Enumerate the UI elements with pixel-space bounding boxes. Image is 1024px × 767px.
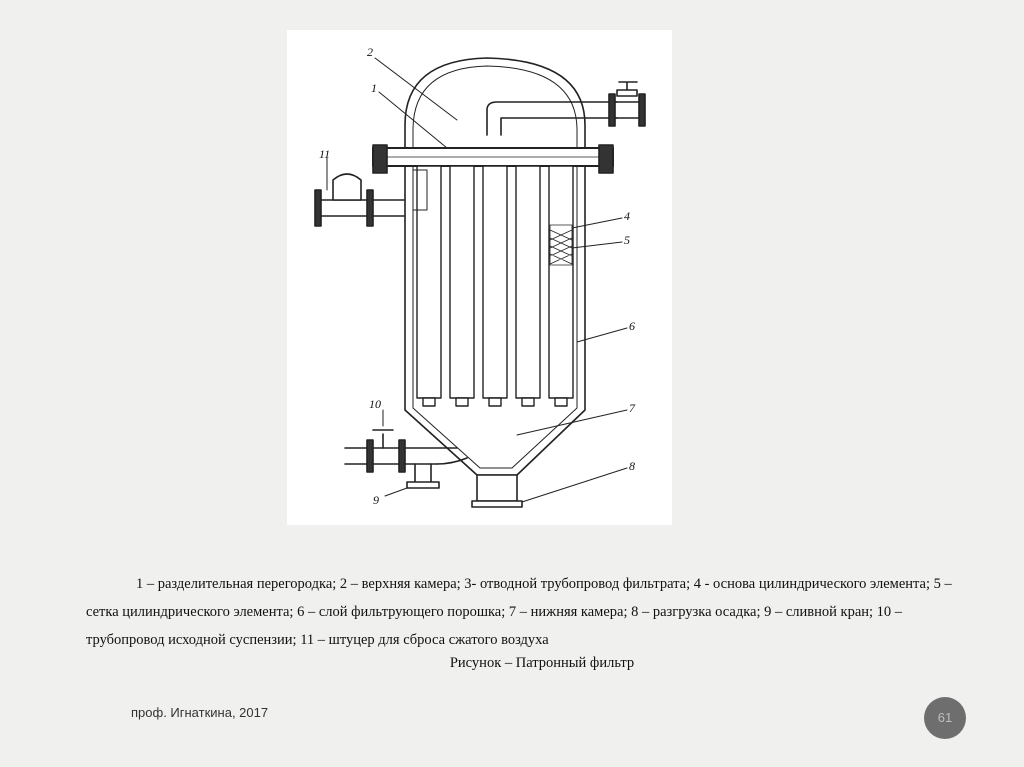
inlet-valve <box>373 430 393 448</box>
outlet-flange-2 <box>639 94 645 126</box>
leader-lines <box>327 58 627 502</box>
label-10: 10 <box>369 397 381 411</box>
label-9: 9 <box>373 493 379 507</box>
label-7: 7 <box>629 401 635 415</box>
page-number-badge: 61 <box>924 697 966 739</box>
drain-branch <box>415 464 431 482</box>
label-8: 8 <box>629 459 635 473</box>
figure-caption: 1 – разделительная перегородка; 2 – верхняя камера; 3- отводной трубопровод фильтрата; 4 - основа цилиндрического элемента; 5 – сетка цилиндрического элемента; 6 – слой фильтрующего порошка; 7 – нижняя камера; 8 – разгрузка осадка; 9 – сливной кран; 10 – трубопровод исходной суспензии; 11 – штуцер для сброса сжатого воздуха <box>86 576 952 648</box>
mesh-detail <box>550 225 572 265</box>
discharge-nozzle <box>477 475 517 501</box>
air-fitting-pipe <box>317 200 405 216</box>
outlet-flange <box>609 94 615 126</box>
outlet-valve <box>617 90 637 96</box>
figure-title: Рисунок – Патронный фильтр <box>449 655 635 671</box>
filtrate-outlet-pipe <box>487 102 617 135</box>
label-4: 4 <box>624 209 630 223</box>
drain-flange <box>407 482 439 488</box>
label-2: 2 <box>367 45 373 59</box>
cartridge-elements <box>417 166 573 406</box>
label-11: 11 <box>319 147 331 161</box>
label-1: 1 <box>371 81 377 95</box>
author-footer: проф. Игнаткина, 2017 <box>131 705 269 720</box>
label-5: 5 <box>624 233 630 247</box>
figure-panel <box>287 30 672 525</box>
cartridge-filter-diagram <box>287 30 672 525</box>
air-fitting-dome <box>333 174 361 200</box>
label-6: 6 <box>629 319 635 333</box>
